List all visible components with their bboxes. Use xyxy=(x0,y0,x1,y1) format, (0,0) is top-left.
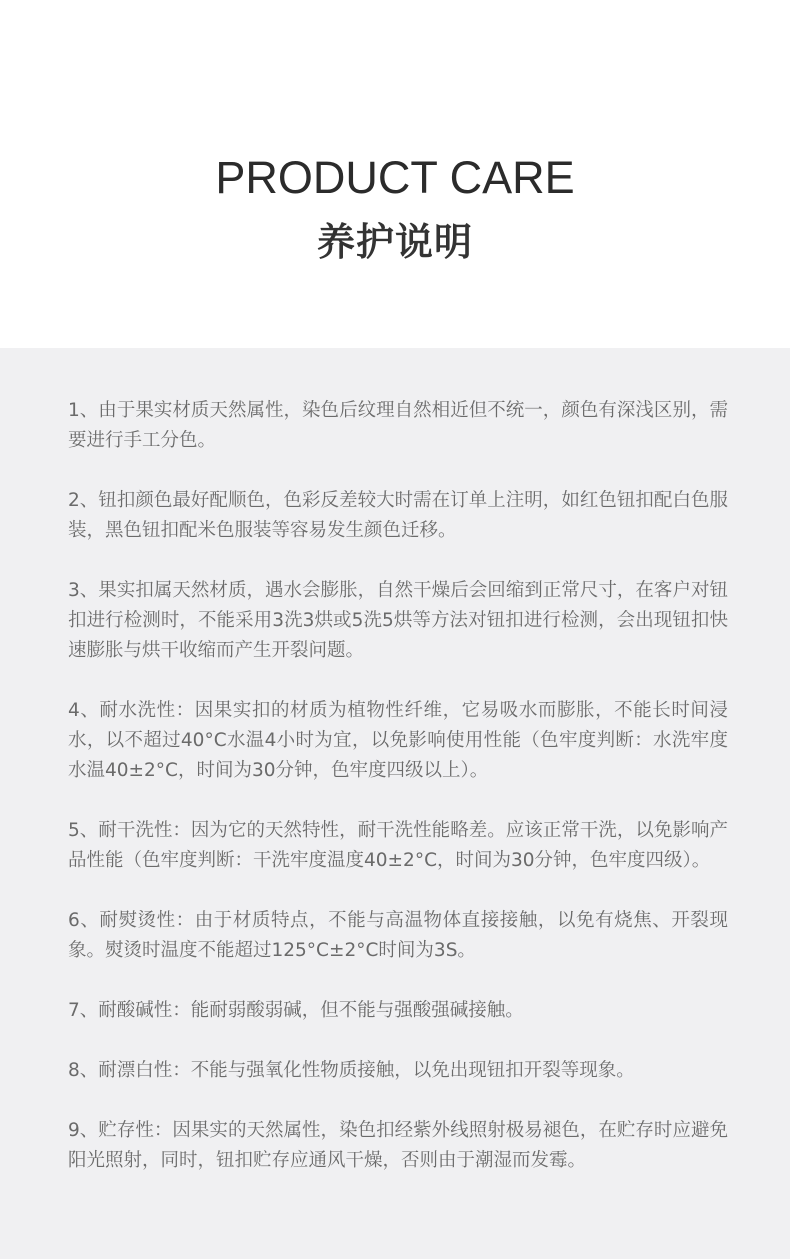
care-item-3: 3、果实扣属天然材质，遇水会膨胀，自然干燥后会回缩到正常尺寸，在客户对钮扣进行检测时，不能采用3洗3烘或5洗5烘等方法对钮扣进行检测，会出现钮扣快速膨胀与烘干收缩而产生开裂问题。 xyxy=(68,580,728,661)
care-item-4: 4、耐水洗性：因果实扣的材质为植物性纤维，它易吸水而膨胀，不能长时间浸水，以不超过40°C水温4小时为宜，以免影响使用性能（色牢度判断：水洗牢度水温40±2°C，时间为30分钟，色牢度四级以上）。 xyxy=(68,700,728,781)
page-title-chinese: 养护说明 xyxy=(316,220,473,264)
care-item-6: 6、耐熨烫性：由于材质特点，不能与高温物体直接接触，以免有烧焦、开裂现象。熨烫时温度不能超过125°C±2°C时间为3S。 xyxy=(68,910,728,961)
care-item-2: 2、钮扣颜色最好配顺色，色彩反差较大时需在订单上注明，如红色钮扣配白色服装，黑色钮扣配米色服装等容易发生颜色迁移。 xyxy=(68,490,728,541)
care-item-8: 8、耐漂白性：不能与强氧化性物质接触，以免出现钮扣开裂等现象。 xyxy=(68,1060,635,1081)
header-section xyxy=(0,0,790,348)
care-item-1: 1、由于果实材质天然属性，染色后纹理自然相近但不统一，颜色有深浅区别，需要进行手工分色。 xyxy=(68,400,728,451)
care-item-9: 9、贮存性：因果实的天然属性，染色扣经紫外线照射极易褪色，在贮存时应避免阳光照射，同时，钮扣贮存应通风干燥，否则由于潮湿而发霉。 xyxy=(68,1120,728,1171)
care-instructions-section xyxy=(0,348,790,1259)
care-item-7: 7、耐酸碱性：能耐弱酸弱碱，但不能与强酸强碱接触。 xyxy=(68,1000,524,1021)
care-instructions-list xyxy=(68,396,728,1206)
care-item-5: 5、耐干洗性：因为它的天然特性，耐干洗性能略差。应该正常干洗，以免影响产品性能（色牢度判断：干洗牢度温度40±2°C，时间为30分钟，色牢度四级）。 xyxy=(68,820,728,871)
page-title-english: PRODUCT CARE xyxy=(215,152,575,203)
